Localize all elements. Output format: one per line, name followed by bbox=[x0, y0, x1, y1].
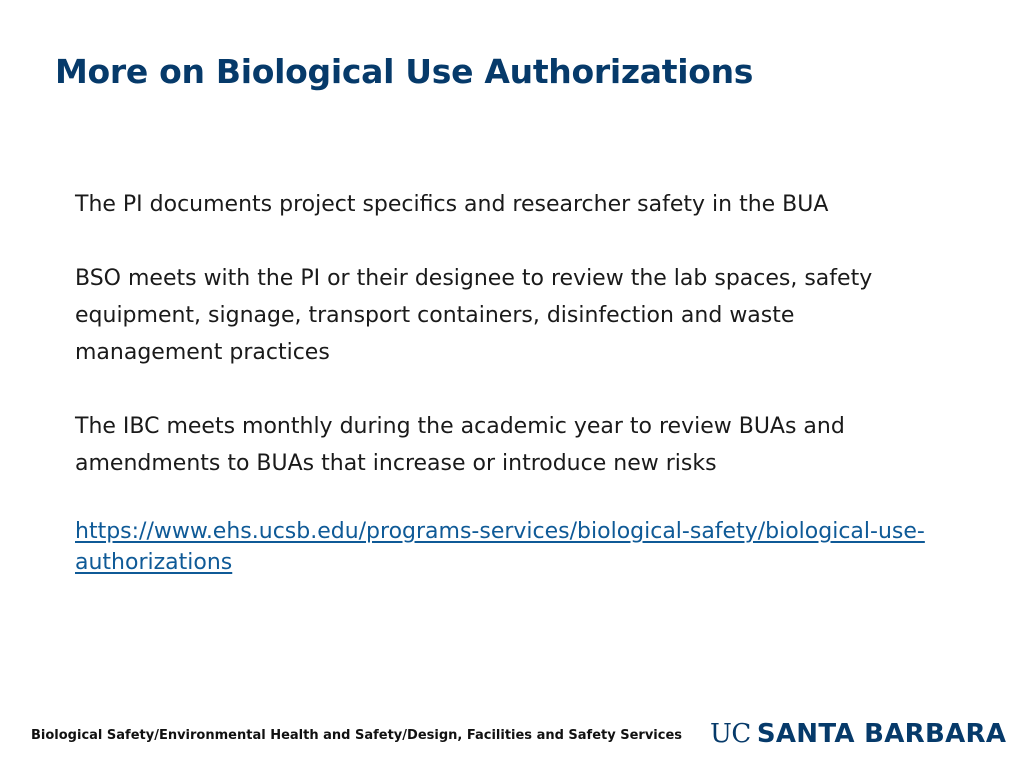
footer-department-text: Biological Safety/Environmental Health and Safety/Design, Facilities and Safety Services bbox=[31, 728, 683, 743]
slide-body bbox=[75, 186, 925, 578]
logo-santa-barbara-text: SANTA BARBARA bbox=[756, 719, 1007, 749]
paragraph-ibc-meets: The IBC meets monthly during the academic year to review BUAs and amendments to BUAs that increase or introduce new risks bbox=[75, 414, 845, 476]
paragraph-pi-documents: The PI documents project specifics and researcher safety in the BUA bbox=[75, 192, 829, 217]
slide-title: More on Biological Use Authorizations bbox=[55, 52, 754, 91]
paragraph-bso-meets: BSO meets with the PI or their designee to review the lab spaces, safety equipment, signage, transport containers, disinfection and waste management practices bbox=[75, 266, 873, 365]
logo-uc-text: UC bbox=[710, 719, 751, 749]
bua-info-link[interactable]: https://www.ehs.ucsb.edu/programs-services/biological-safety/biological-use-authorizations bbox=[75, 519, 925, 575]
uc-santa-barbara-logo bbox=[710, 719, 1006, 749]
